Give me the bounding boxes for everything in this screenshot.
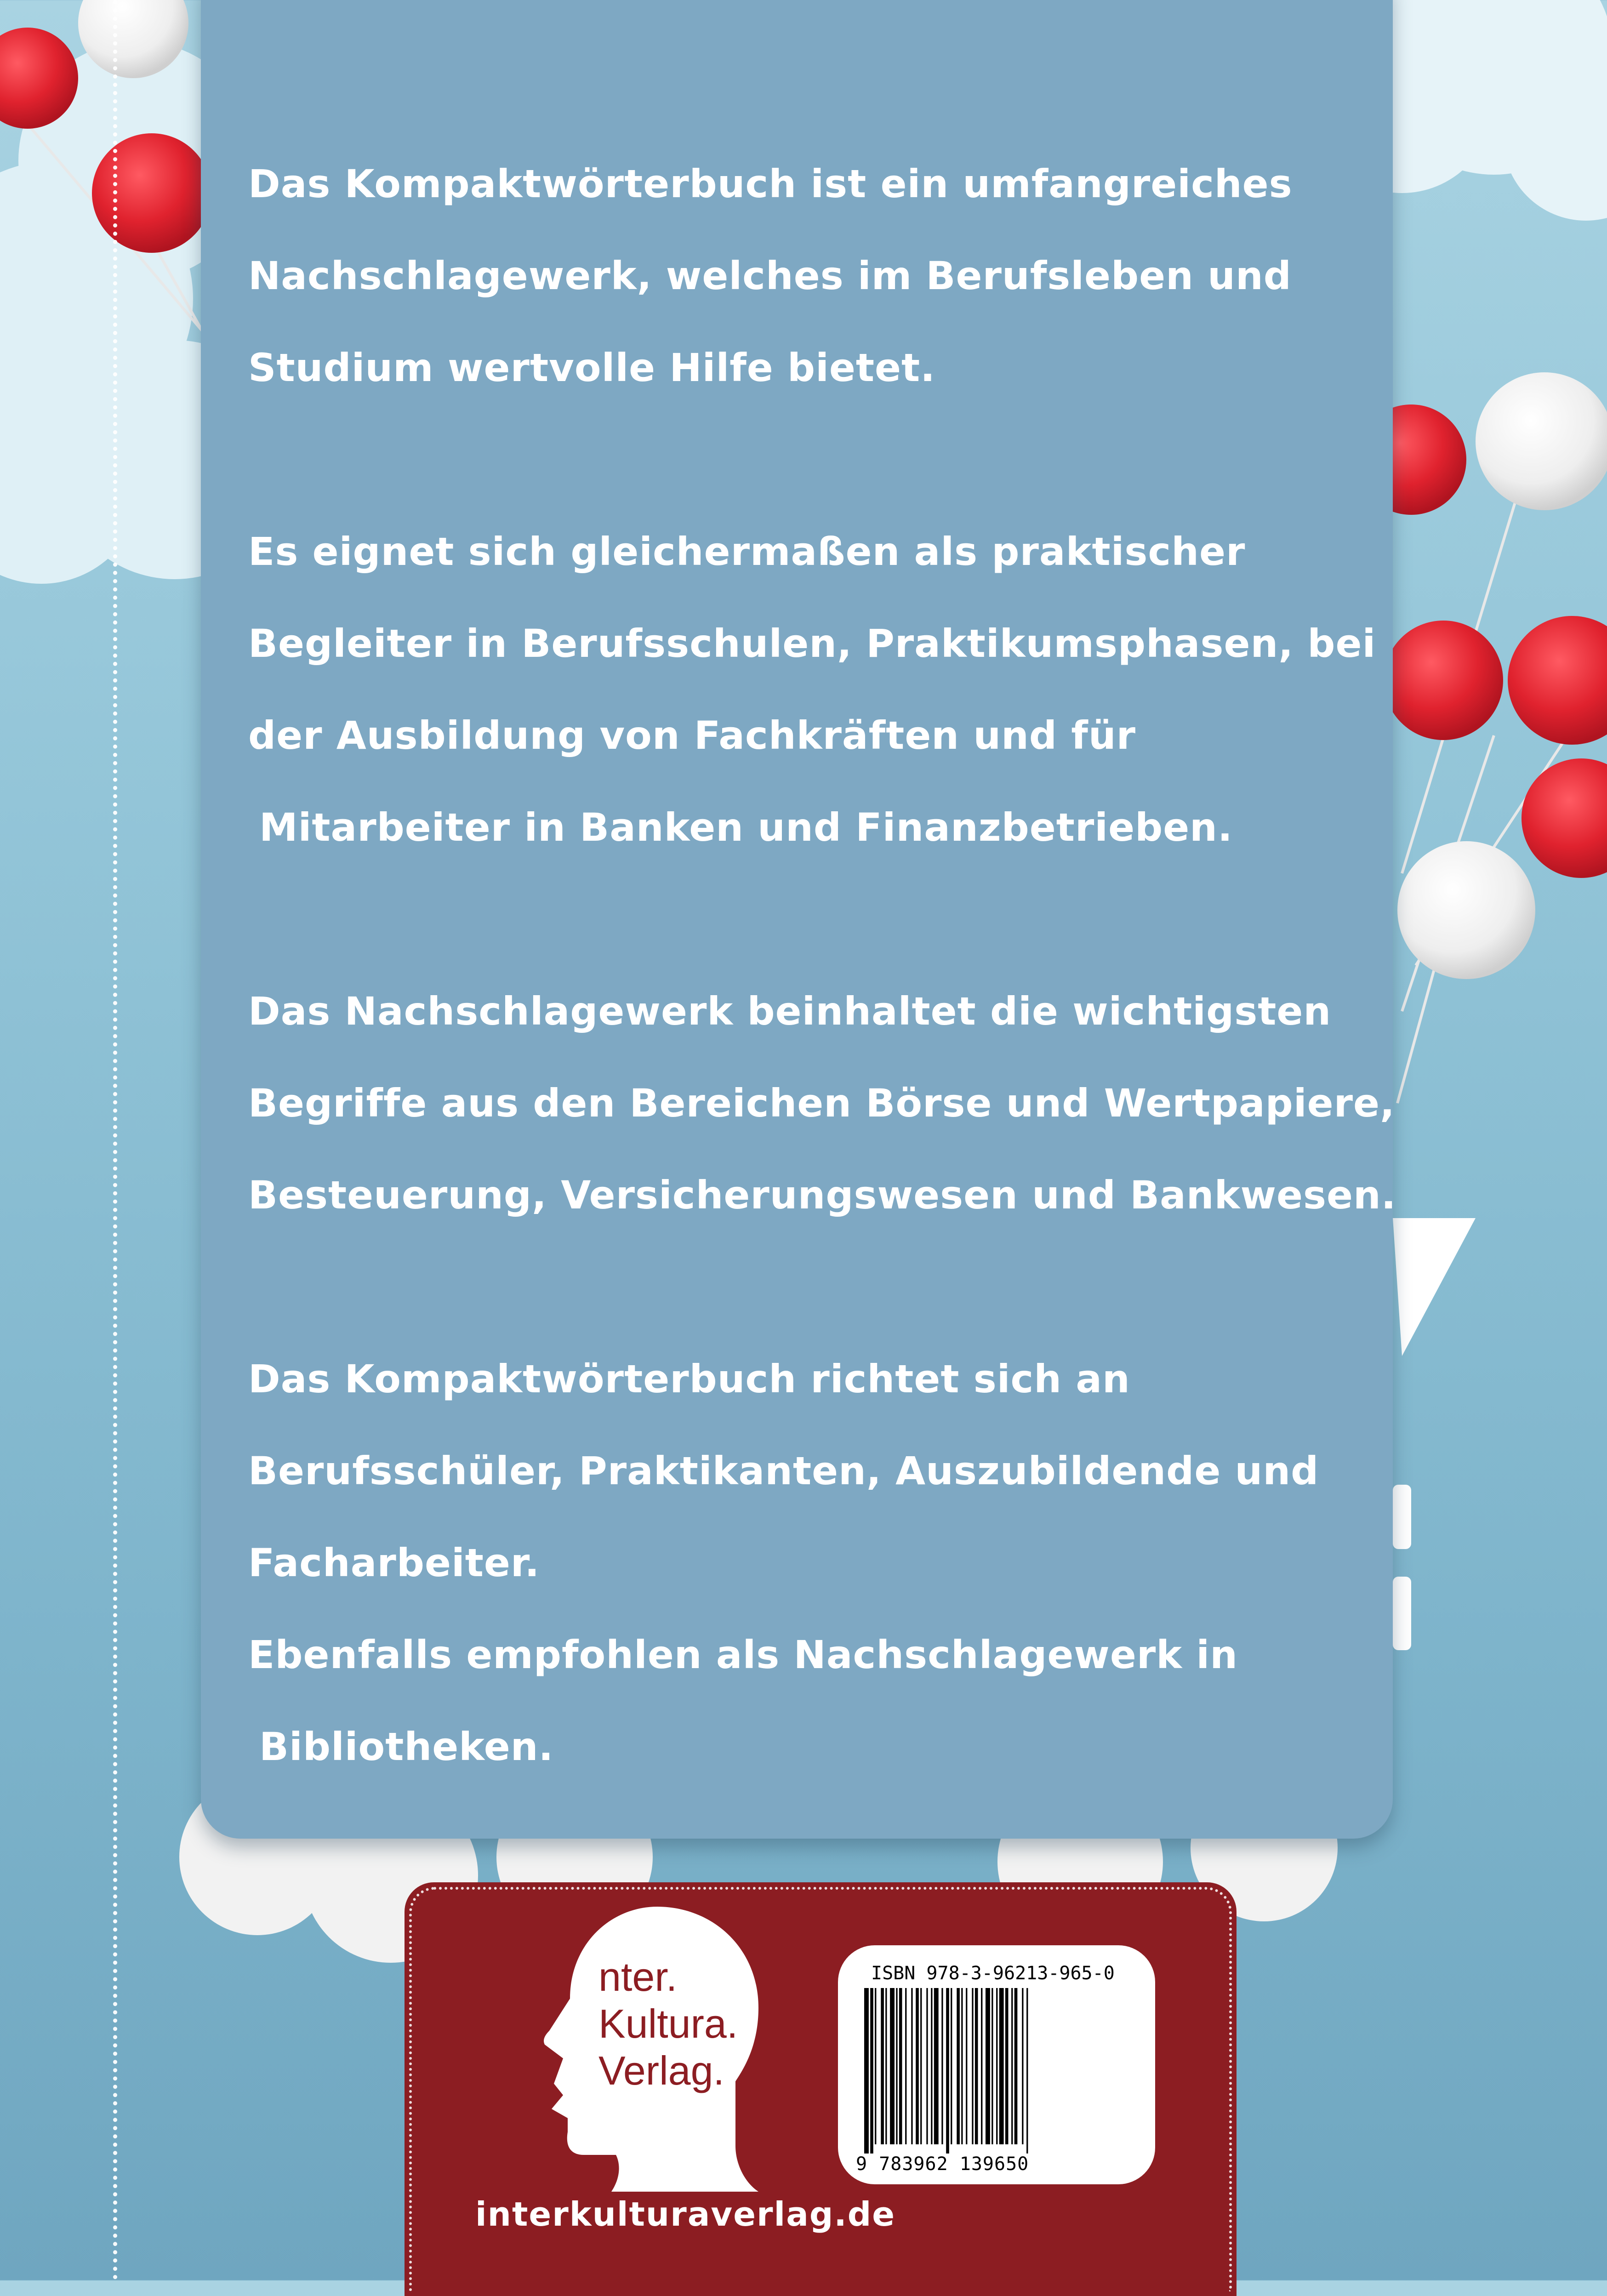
publisher-logo-text: [598, 1954, 738, 2094]
barcode-bar: [966, 1988, 967, 2144]
barcode-bar: [986, 1988, 990, 2144]
red-balloon: [1522, 758, 1607, 878]
text-line: Studium wertvolle Hilfe bietet.: [248, 345, 936, 390]
red-balloon: [1508, 616, 1607, 745]
barcode-bar: [951, 1988, 952, 2144]
description-text: [248, 138, 1396, 1793]
white-tab-shape: [1393, 1485, 1411, 1549]
barcode-bar: [999, 1988, 1004, 2144]
red-balloon: [1384, 621, 1503, 740]
white-arrow-shape: [1393, 1218, 1476, 1356]
barcode-bar: [875, 1988, 876, 2144]
barcode-bar: [864, 1988, 869, 2154]
barcode-bar: [870, 1988, 873, 2154]
text-line: Ebenfalls empfohlen als Nachschlagewerk in: [248, 1632, 1238, 1677]
white-balloon: [1476, 372, 1607, 510]
barcode-bar: [981, 1988, 982, 2144]
barcode-bar: [905, 1988, 906, 2144]
barcode-bar: [1022, 1988, 1023, 2144]
text-line: Facharbeiter.: [248, 1540, 540, 1585]
logo-line: Verlag.: [598, 2048, 724, 2093]
barcode-bar: [1014, 1988, 1018, 2144]
logo-line: Kultura.: [598, 2001, 738, 2046]
logo-line: nter.: [598, 1954, 678, 2000]
barcode-bar: [896, 1988, 897, 2144]
barcode-bar: [996, 1988, 997, 2144]
barcode-bar: [975, 1988, 978, 2144]
barcode-bar: [934, 1988, 939, 2144]
text-line: Das Nachschlagewerk beinhaltet die wichtigsten: [248, 989, 1332, 1034]
text-line: der Ausbildung von Fachkräften und für: [248, 713, 1136, 758]
white-tab-shape: [1393, 1577, 1411, 1650]
text-line: Mitarbeiter in Banken und Finanzbetrieben.: [259, 805, 1233, 850]
barcode-bar: [972, 1988, 973, 2144]
barcode-digits: 9 783962 139650: [856, 2154, 1029, 2175]
barcode-bar: [920, 1988, 922, 2144]
barcode-icon: [864, 1988, 1103, 2154]
text-line: Es eignet sich gleichermaßen als praktischer: [248, 529, 1246, 574]
barcode-bar: [885, 1988, 887, 2144]
publisher-website: interkulturaverlag.de: [475, 2195, 896, 2233]
barcode-bar: [911, 1988, 912, 2144]
barcode-bar: [992, 1988, 993, 2144]
barcode-bar: [890, 1988, 895, 2144]
barcode-bar: [946, 1988, 949, 2154]
barcode-bar: [916, 1988, 919, 2144]
dotted-guide-line: [113, 0, 117, 2280]
barcode-bar: [1026, 1988, 1028, 2154]
text-line: Berufsschüler, Praktikanten, Auszubildende und: [248, 1448, 1319, 1493]
text-line: Bibliotheken.: [259, 1724, 554, 1769]
barcode-bar: [926, 1988, 928, 2144]
red-balloon: [92, 133, 211, 253]
barcode-bar: [961, 1988, 963, 2144]
barcode-bar: [881, 1988, 884, 2144]
barcode-bar: [899, 1988, 902, 2144]
barcode-bar: [941, 1988, 943, 2144]
text-line: Das Kompaktwörterbuch richtet sich an: [248, 1356, 1130, 1402]
text-line: Begleiter in Berufsschulen, Praktikumsphasen, bei: [248, 621, 1376, 666]
isbn-label: ISBN 978-3-96213-965-0: [871, 1963, 1115, 1984]
text-line: Begriffe aus den Bereichen Börse und Wertpapiere,: [248, 1081, 1395, 1126]
text-line: Nachschlagewerk, welches im Berufsleben und: [248, 253, 1292, 298]
barcode-bar: [1005, 1988, 1009, 2144]
text-line: Das Kompaktwörterbuch ist ein umfangreiches: [248, 161, 1293, 206]
barcode-bar: [1011, 1988, 1013, 2144]
barcode-bar: [931, 1988, 932, 2144]
text-line: Besteuerung, Versicherungswesen und Bankwesen.: [248, 1173, 1396, 1218]
white-balloon: [1397, 841, 1535, 979]
barcode-bar: [957, 1988, 960, 2144]
